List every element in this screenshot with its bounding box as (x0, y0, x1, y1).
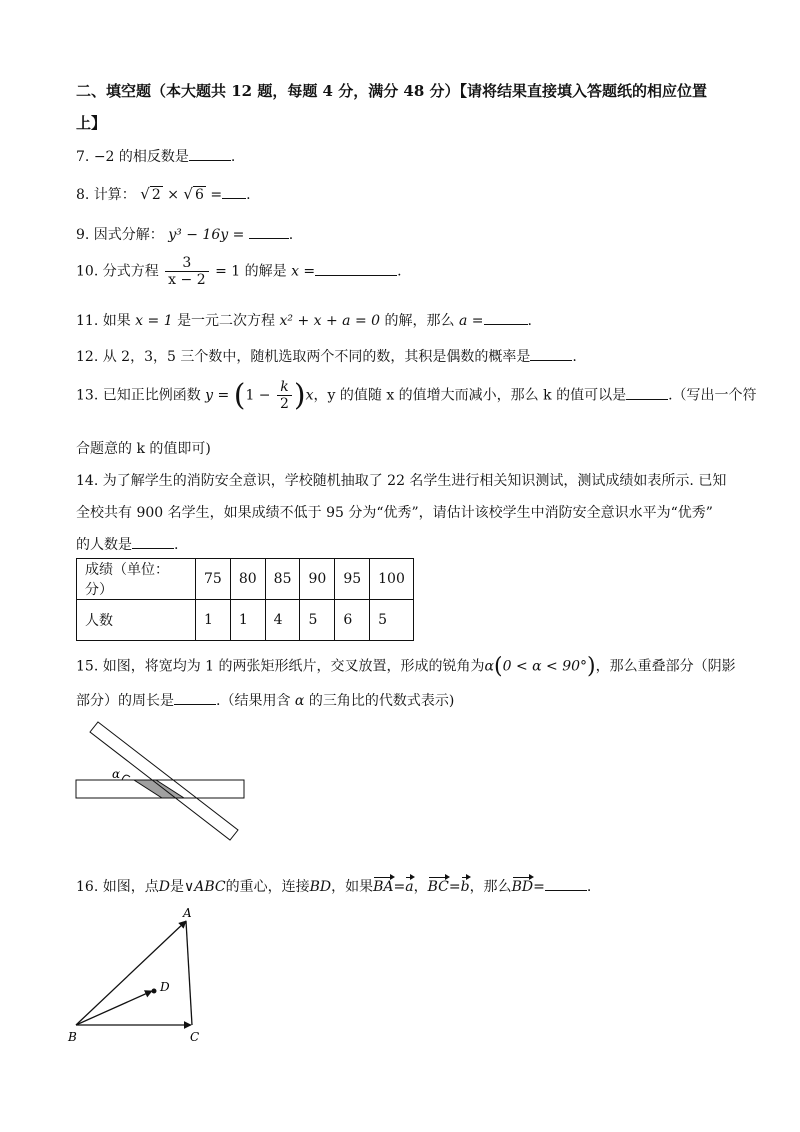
q14-answer-blank[interactable] (132, 536, 174, 549)
q9-answer-blank[interactable] (249, 226, 289, 239)
section-title: 二、填空题（本大题共 12 题，每题 4 分，满分 48 分）【请将结果直接填入答题纸的相应位置 (76, 82, 708, 100)
table-cell: 100 (370, 559, 414, 600)
q16-ABC: ABC (194, 879, 226, 895)
q16-text-c: 的重心，连接 (225, 879, 310, 895)
q16-text-b: 是∨ (169, 879, 195, 895)
q13-fraction (277, 379, 292, 412)
label-A: A (183, 906, 192, 920)
q13-y-eq: y = (205, 387, 230, 404)
table-cell: 5 (300, 600, 335, 641)
question-14-line-1: 14. 为了解学生的消防安全意识，学校随机抽取了 22 名学生进行相关知识测试，测试成绩如表所示. 已知 (76, 473, 727, 489)
q9-end: . (288, 227, 294, 243)
q16-prefix: 16. 如图，点 (76, 879, 159, 895)
q8-times: × (167, 187, 179, 203)
q7-end: . (230, 149, 236, 165)
q8-end: . (246, 187, 251, 203)
table-cell: 6 (335, 600, 370, 641)
question-8 (76, 184, 251, 204)
angle-label: α (112, 767, 121, 781)
q9-prefix: 9. 因式分解： (76, 227, 164, 243)
q15-angle: α (484, 658, 494, 675)
q11-text-c: 的解，那么 (384, 313, 455, 329)
vector-BD-line (76, 991, 152, 1025)
rectangles-figure (70, 720, 260, 860)
table-header-count: 人数 (77, 600, 196, 641)
q13-text-c: .（写出一个符 (668, 387, 757, 404)
vector-BC: BC (427, 879, 449, 895)
table-cell: 90 (300, 559, 335, 600)
question-16 (76, 876, 591, 896)
question-14-line-3 (76, 534, 178, 554)
q15-answer-blank[interactable] (174, 692, 216, 705)
table-row (77, 600, 414, 641)
vector-BA-line (76, 921, 186, 1025)
q15-text: 15. 如图，将宽均为 1 的两张矩形纸片，交叉放置，形成的锐角为 (76, 658, 485, 675)
q15-alpha: α (294, 693, 305, 709)
q9-expression: y³ − 16y = (168, 227, 245, 243)
q7-answer-blank[interactable] (189, 148, 231, 161)
right-paren: ) (293, 378, 306, 413)
q15-text-a: 部分）的周长是 (76, 693, 174, 709)
q15-text-c: 的三角比的代数式表示) (308, 693, 455, 709)
q16-eq-end: = (533, 879, 545, 895)
question-15-line-1 (76, 654, 736, 679)
vector-b: b (460, 879, 470, 895)
vector-a: a (405, 879, 414, 895)
q14-text: 的人数是 (76, 537, 132, 553)
q8-radicand-6: 6 (194, 187, 204, 203)
q10-prefix: 10. 分式方程 (76, 263, 159, 280)
question-10 (76, 255, 402, 288)
q13-one-minus: 1 − (245, 387, 271, 404)
q11-a-eq: a = (458, 313, 484, 329)
q13-prefix: 13. 已知正比例函数 (76, 387, 201, 404)
q10-numerator: 3 (165, 255, 208, 272)
label-D: D (160, 980, 170, 994)
sqrt-symbol: √ (140, 185, 150, 203)
question-7 (76, 146, 235, 166)
q13-answer-blank[interactable] (626, 387, 668, 400)
q10-end: . (397, 263, 402, 280)
table-cell: 5 (370, 600, 414, 641)
q16-end: . (586, 879, 592, 895)
q15-text-end: ，那么重叠部分（阴影 (595, 658, 736, 675)
diagonal-strip (90, 722, 238, 840)
q13-k: k (277, 379, 292, 396)
q16-D: D (158, 879, 170, 895)
question-12 (76, 346, 577, 366)
q12-end: . (572, 349, 577, 365)
q8-answer-blank[interactable] (222, 186, 246, 199)
score-table (76, 558, 414, 641)
vector-BD: BD (511, 879, 534, 895)
table-cell: 85 (265, 559, 300, 600)
q12-text: 12. 从 2，3，5 三个数中，随机选取两个不同的数，其积是偶数的概率是 (76, 349, 531, 365)
q14-end: . (174, 537, 179, 553)
sqrt-symbol: √ (183, 185, 193, 203)
q10-fraction (165, 255, 208, 288)
q13-x: x (305, 387, 314, 404)
q13-text-b: ，y 的值随 x 的值增大而减小，那么 k 的值可以是 (313, 387, 627, 404)
label-C: C (190, 1030, 200, 1044)
q16-BD: BD (309, 879, 332, 895)
q16-eq-b: = (448, 879, 461, 895)
right-paren: ) (587, 654, 596, 679)
q16-answer-blank[interactable] (545, 878, 587, 891)
side-AC-line (186, 921, 192, 1025)
q10-denominator: x − 2 (168, 272, 206, 288)
q8-prefix: 8. 计算： (76, 187, 136, 203)
q15-range: 0 < α < 90° (502, 658, 588, 675)
left-paren: ( (233, 378, 246, 413)
q13-two: 2 (279, 396, 289, 412)
angle-arc (122, 775, 130, 780)
triangle-figure (66, 905, 216, 1050)
point-D (152, 989, 157, 994)
table-cell: 95 (335, 559, 370, 600)
label-B: B (68, 1030, 77, 1044)
q11-equation: x² + x + a = 0 (279, 313, 381, 329)
question-14-line-2: 全校共有 900 名学生，如果成绩不低于 95 分为“优秀”，请估计该校学生中消防安全意识水平为“优秀” (76, 505, 713, 521)
q10-x-eq: x = (291, 263, 316, 280)
q16-text-e: ，那么 (469, 879, 512, 895)
table-row (77, 559, 414, 600)
question-11 (76, 310, 532, 330)
table-cell: 1 (230, 600, 265, 641)
question-13 (76, 378, 757, 413)
q12-answer-blank[interactable] (530, 348, 572, 361)
section-title-continued: 上】 (76, 114, 107, 132)
left-paren: ( (494, 654, 503, 679)
q11-text-b: 是一元二次方程 (177, 313, 276, 329)
q8-eq: = (210, 187, 223, 203)
q16-sep: ， (413, 879, 428, 895)
q16-text-d: ，如果 (331, 879, 374, 895)
q7-text: −2 的相反数是 (93, 149, 189, 165)
q10-text: = 1 的解是 (215, 263, 287, 280)
q16-eq-a: = (393, 879, 406, 895)
question-13-line-2: 合题意的 k 的值即可) (76, 441, 211, 457)
q11-answer-blank[interactable] (484, 312, 528, 325)
question-15-line-2 (76, 690, 454, 710)
question-9 (76, 224, 293, 244)
table-cell: 4 (265, 600, 300, 641)
q15-text-b: .（结果用含 (216, 693, 291, 709)
q7-number: 7. (76, 149, 90, 165)
q11-end: . (527, 313, 532, 329)
table-cell: 80 (230, 559, 265, 600)
q11-condition: x = 1 (135, 313, 173, 329)
q10-answer-blank[interactable] (315, 263, 397, 276)
table-header-score: 成绩（单位：分） (77, 559, 196, 600)
q11-prefix: 11. 如果 (76, 313, 131, 329)
vector-BA: BA (373, 879, 394, 895)
table-cell: 75 (196, 559, 231, 600)
q8-radicand-2: 2 (151, 187, 161, 203)
table-cell: 1 (196, 600, 231, 641)
